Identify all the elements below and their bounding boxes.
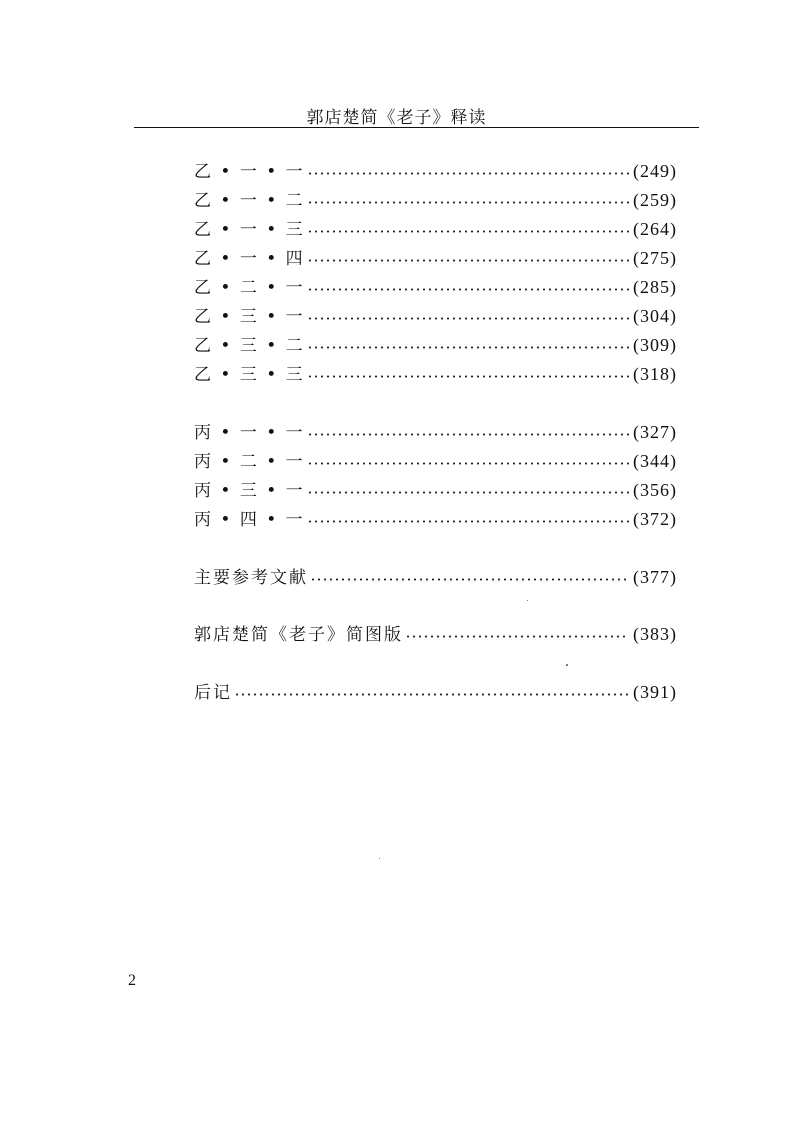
toc-entry-page: (285) <box>633 277 677 297</box>
toc-entry-page: (372) <box>633 509 677 529</box>
toc-entry[interactable] <box>194 216 677 240</box>
toc-entry[interactable] <box>194 564 677 588</box>
toc-entry-page: (391) <box>633 682 677 702</box>
toc-dot-leader <box>234 693 629 696</box>
page-number: 2 <box>128 972 136 989</box>
toc-entry-title: 乙 • 三 • 一 <box>194 307 305 327</box>
toc-entry[interactable] <box>194 621 677 645</box>
toc-entry[interactable] <box>194 679 677 703</box>
toc-dot-leader <box>307 375 629 378</box>
running-head: 郭店楚简《老子》释读 <box>306 108 487 128</box>
toc-entry-page: (344) <box>633 451 677 471</box>
toc-entry-page: (304) <box>633 306 677 326</box>
toc-entry[interactable] <box>194 506 677 530</box>
toc-dot-leader <box>307 462 629 465</box>
header-rule <box>134 127 699 128</box>
scan-speck <box>527 600 528 601</box>
toc-entry-title: 乙 • 三 • 三 <box>194 365 305 385</box>
toc-entry-title: 乙 • 三 • 二 <box>194 336 305 356</box>
toc-entry-title: 乙 • 一 • 一 <box>194 162 305 182</box>
toc-dot-leader <box>405 635 629 638</box>
toc-entry-page: (318) <box>633 364 677 384</box>
toc-entry-title: 郭店楚简《老子》简图版 <box>194 625 403 645</box>
toc-entry-title: 丙 • 三 • 一 <box>194 481 305 501</box>
toc-dot-leader <box>307 259 629 262</box>
toc-dot-leader <box>307 230 629 233</box>
toc-dot-leader <box>307 201 629 204</box>
toc-entry-page: (383) <box>633 624 677 644</box>
toc-entry[interactable] <box>194 448 677 472</box>
toc-entry-page: (356) <box>633 480 677 500</box>
scan-speck <box>566 664 568 666</box>
toc-entry-page: (377) <box>633 567 677 587</box>
toc-entry-title: 乙 • 一 • 四 <box>194 249 305 269</box>
toc-entry[interactable] <box>194 332 677 356</box>
toc-entry[interactable] <box>194 187 677 211</box>
toc-entry-page: (264) <box>633 219 677 239</box>
toc-entry[interactable] <box>194 477 677 501</box>
toc-entry-page: (327) <box>633 422 677 442</box>
toc-entry[interactable] <box>194 303 677 327</box>
toc-dot-leader <box>307 288 629 291</box>
toc-entry-title: 主要参考文献 <box>194 568 308 588</box>
toc-entry-title: 乙 • 一 • 二 <box>194 191 305 211</box>
toc-entry-title: 丙 • 四 • 一 <box>194 510 305 530</box>
scan-speck <box>379 858 380 859</box>
toc-entry[interactable] <box>194 245 677 269</box>
toc-entry[interactable] <box>194 274 677 298</box>
toc-dot-leader <box>307 433 629 436</box>
toc-entry-page: (249) <box>633 161 677 181</box>
toc-entry-page: (275) <box>633 248 677 268</box>
toc-entry[interactable] <box>194 158 677 182</box>
toc-dot-leader <box>307 317 629 320</box>
toc-entry-page: (259) <box>633 190 677 210</box>
toc-entry[interactable] <box>194 361 677 385</box>
toc-entry-title: 乙 • 二 • 一 <box>194 278 305 298</box>
toc-entry[interactable] <box>194 419 677 443</box>
toc-dot-leader <box>307 172 629 175</box>
toc-entry-title: 后记 <box>194 683 232 703</box>
toc-dot-leader <box>307 520 629 523</box>
toc-dot-leader <box>307 491 629 494</box>
toc-entry-title: 乙 • 一 • 三 <box>194 220 305 240</box>
toc-dot-leader <box>310 578 629 581</box>
toc-entry-title: 丙 • 一 • 一 <box>194 423 305 443</box>
toc-entry-title: 丙 • 二 • 一 <box>194 452 305 472</box>
toc-entry-page: (309) <box>633 335 677 355</box>
toc-dot-leader <box>307 346 629 349</box>
